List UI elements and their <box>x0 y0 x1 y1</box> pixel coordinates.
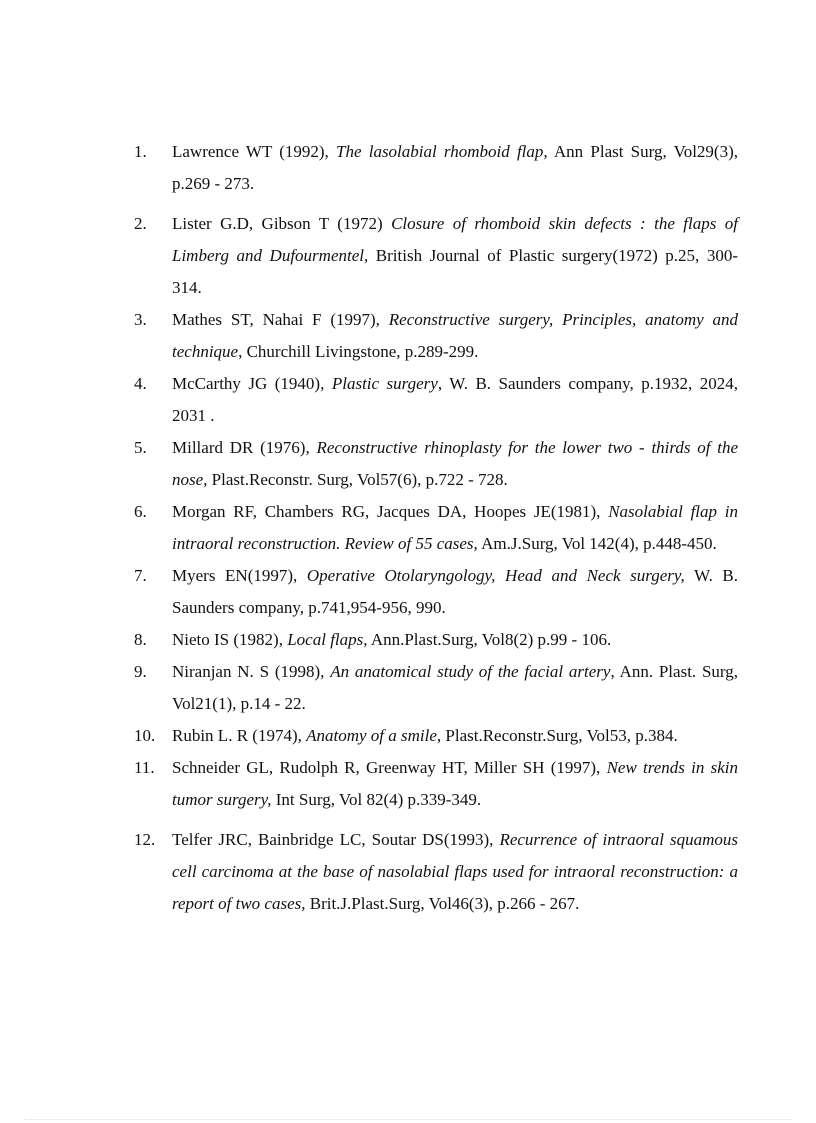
reference-source: Ann.Plast.Surg, Vol8(2) p.99 - 106. <box>370 630 612 649</box>
reference-source: Am.J.Surg, Vol 142(4), p.448-450. <box>481 534 717 553</box>
reference-title: Anatomy of a smile <box>306 726 437 745</box>
reference-title: Reconstructive rhinoplasty for the lower two - thirds of the nose, <box>172 438 739 489</box>
reference-title: Local flaps, <box>287 630 368 649</box>
reference-source: , Plast.Reconstr.Surg, Vol53, p.384. <box>436 726 678 745</box>
reference-number: 1. <box>134 142 147 161</box>
reference-source: W. B. Saunders company, p.741,954-956, 990. <box>172 566 739 617</box>
reference-authors: McCarthy JG (1940), <box>172 374 325 393</box>
reference-title: An anatomical study of the facial artery <box>330 662 611 681</box>
reference-item <box>130 136 738 200</box>
reference-item <box>130 752 738 816</box>
reference-number: 8. <box>134 630 147 649</box>
reference-source: Brit.J.Plast.Surg, Vol46(3), p.266 - 267. <box>309 894 580 913</box>
reference-title: The lasolabial rhomboid flap, <box>336 142 548 161</box>
reference-authors: Telfer JRC, Bainbridge LC, Soutar DS(1993), <box>172 830 494 849</box>
reference-title: Nasolabial flap in intraoral reconstruction. Review of 55 cases, <box>172 502 738 553</box>
reference-number: 6. <box>134 502 147 521</box>
reference-list <box>130 136 738 920</box>
reference-number: 4. <box>134 374 147 393</box>
reference-authors: Millard DR (1976), <box>172 438 310 457</box>
reference-title: Reconstructive surgery, Principles, anatomy and technique <box>172 310 739 361</box>
reference-number: 7. <box>134 566 147 585</box>
reference-source: Int Surg, Vol 82(4) p.339-349. <box>275 790 482 809</box>
reference-title: New trends in skin tumor surgery, <box>172 758 739 809</box>
reference-source: , Churchill Livingstone, p.289-299. <box>238 342 479 361</box>
reference-number: 5. <box>134 438 147 457</box>
reference-authors: Mathes ST, Nahai F (1997), <box>172 310 380 329</box>
reference-item <box>130 656 738 720</box>
reference-source: British Journal of Plastic surgery(1972) p.25, 300-314. <box>172 246 739 297</box>
reference-authors: Lawrence WT (1992), <box>172 142 329 161</box>
reference-number: 3. <box>134 310 147 329</box>
reference-title: Closure of rhomboid skin defects : the flaps of Limberg and Dufourmentel, <box>172 214 739 265</box>
reference-authors: Nieto IS (1982), <box>172 630 283 649</box>
reference-title: Plastic surgery <box>331 374 438 393</box>
reference-item <box>130 624 738 656</box>
reference-source: Plast.Reconstr. Surg, Vol57(6), p.722 - 728. <box>211 470 508 489</box>
reference-item <box>130 496 738 560</box>
reference-source: , W. B. Saunders company, p.1932, 2024, 2031 . <box>172 374 738 425</box>
reference-number: 9. <box>134 662 147 681</box>
reference-authors: Lister G.D, Gibson T (1972) <box>172 214 383 233</box>
reference-authors: Schneider GL, Rudolph R, Greenway HT, Miller SH (1997), <box>172 758 601 777</box>
reference-authors: Myers EN(1997), <box>172 566 298 585</box>
reference-number: 11. <box>134 758 155 777</box>
page-bottom-dotted-border <box>24 1119 792 1120</box>
reference-authors: Niranjan N. S (1998), <box>172 662 325 681</box>
reference-item <box>130 824 738 920</box>
reference-source: Ann Plast Surg, Vol29(3), p.269 - 273. <box>172 142 738 193</box>
reference-item <box>130 368 738 432</box>
reference-item <box>130 720 738 752</box>
reference-item <box>130 304 738 368</box>
reference-source: , Ann. Plast. Surg, Vol21(1), p.14 - 22. <box>172 662 739 713</box>
reference-number: 12. <box>134 830 156 849</box>
reference-item <box>130 432 738 496</box>
reference-number: 10. <box>134 726 156 745</box>
reference-item <box>130 560 738 624</box>
reference-number: 2. <box>134 214 147 233</box>
reference-authors: Morgan RF, Chambers RG, Jacques DA, Hoopes JE(1981), <box>172 502 601 521</box>
reference-item <box>130 208 738 304</box>
reference-authors: Rubin L. R (1974), <box>172 726 302 745</box>
reference-title: Operative Otolaryngology, Head and Neck surgery, <box>306 566 685 585</box>
reference-title: Recurrence of intraoral squamous cell carcinoma at the base of nasolabial flaps used for intraoral reconstruction: a report of two cases, <box>172 830 738 913</box>
